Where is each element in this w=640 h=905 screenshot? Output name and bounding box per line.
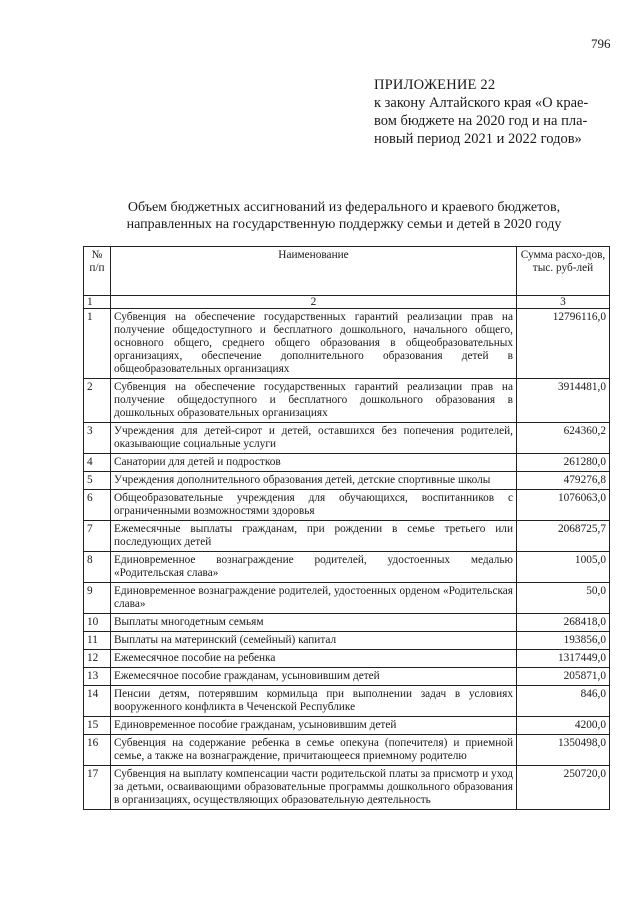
row-name: Пенсии детям, потерявшим кормильца при выполнении задач в условиях вооруженного конфликта в Чеченской Республике	[111, 686, 517, 717]
row-number: 13	[84, 668, 111, 686]
row-sum: 4200,0	[517, 717, 610, 735]
row-name: Общеобразовательные учреждения для обучающихся, воспитанников с ограниченными возможностями здоровья	[111, 490, 517, 521]
row-name: Выплаты на материнский (семейный) капитал	[111, 632, 517, 650]
row-sum: 1350498,0	[517, 735, 610, 766]
table-row	[84, 583, 610, 614]
table-row	[84, 668, 610, 686]
table-row	[84, 686, 610, 717]
page-number: 796	[591, 36, 611, 51]
row-sum: 193856,0	[517, 632, 610, 650]
appendix-line: вом бюджете на 2020 год и на пла-	[374, 113, 588, 129]
row-sum: 250720,0	[517, 766, 610, 810]
row-sum: 1076063,0	[517, 490, 610, 521]
row-sum: 261280,0	[517, 454, 610, 472]
document-title	[84, 199, 604, 233]
row-number: 3	[84, 423, 111, 454]
row-name: Учреждения для детей-сирот и детей, оставшихся без попечения родителей, оказывающие социальные услуги	[111, 423, 517, 454]
row-number: 7	[84, 521, 111, 552]
row-sum: 1005,0	[517, 552, 610, 583]
row-sum: 479276,8	[517, 472, 610, 490]
row-number: 11	[84, 632, 111, 650]
table-row	[84, 650, 610, 668]
table-row	[84, 552, 610, 583]
column-index: 1	[84, 296, 111, 309]
appendix-title: ПРИЛОЖЕНИЕ 22	[374, 77, 496, 93]
column-index-row	[84, 296, 610, 309]
header-sum: Сумма расхо-дов, тыс. руб-лей	[517, 247, 610, 296]
document-title-line: Объем бюджетных ассигнований из федерального и краевого бюджетов,	[127, 200, 561, 215]
column-index: 2	[111, 296, 517, 309]
header-name: Наименование	[111, 247, 517, 296]
row-number: 17	[84, 766, 111, 810]
table-row	[84, 379, 610, 423]
row-sum: 205871,0	[517, 668, 610, 686]
row-sum: 50,0	[517, 583, 610, 614]
row-name: Санатории для детей и подростков	[111, 454, 517, 472]
table-row	[84, 521, 610, 552]
row-number: 4	[84, 454, 111, 472]
row-name: Субвенция на обеспечение государственных гарантий реализации прав на получение общедоступного и бесплатного дошкольного образования в дошкольных образовательных организациях	[111, 379, 517, 423]
row-sum: 846,0	[517, 686, 610, 717]
row-name: Субвенция на содержание ребенка в семье опекуна (попечителя) и приемной семье, а также на вознаграждение, причитающееся приемному родителю	[111, 735, 517, 766]
row-name: Выплаты многодетным семьям	[111, 614, 517, 632]
table-row	[84, 717, 610, 735]
appendix-block	[374, 76, 614, 148]
row-number: 2	[84, 379, 111, 423]
row-sum: 624360,2	[517, 423, 610, 454]
table-row	[84, 490, 610, 521]
row-number: 9	[84, 583, 111, 614]
header-number: № п/п	[84, 247, 111, 296]
row-name: Единовременное вознаграждение родителей, удостоенных орденом «Родительская слава»	[111, 583, 517, 614]
row-number: 15	[84, 717, 111, 735]
row-name: Ежемесячные выплаты гражданам, при рождении в семье третьего или последующих детей	[111, 521, 517, 552]
row-number: 12	[84, 650, 111, 668]
row-number: 14	[84, 686, 111, 717]
table-row	[84, 454, 610, 472]
row-name: Субвенция на выплату компенсации части родительской платы за присмотр и уход за детьми, осваивающими образовательные программы дошкольного образования в организациях, осуществляющих образовательную деятельность	[111, 766, 517, 810]
table-row	[84, 632, 610, 650]
table-header-row	[84, 247, 610, 296]
row-sum: 3914481,0	[517, 379, 610, 423]
row-name: Ежемесячное пособие гражданам, усыновившим детей	[111, 668, 517, 686]
row-number: 1	[84, 309, 111, 379]
table-row	[84, 766, 610, 810]
table-row	[84, 735, 610, 766]
row-number: 10	[84, 614, 111, 632]
row-number: 6	[84, 490, 111, 521]
row-number: 5	[84, 472, 111, 490]
row-name: Субвенция на обеспечение государственных гарантий реализации прав на получение общедоступного и бесплатного дошкольного, начального общего, основного общего, среднего общего образования в общеобразовательных организациях, обеспечение дополнительного образования детей в общеобразовательных организациях	[111, 309, 517, 379]
row-sum: 1317449,0	[517, 650, 610, 668]
table-row	[84, 309, 610, 379]
row-number: 16	[84, 735, 111, 766]
row-sum: 268418,0	[517, 614, 610, 632]
row-sum: 12796116,0	[517, 309, 610, 379]
table-row	[84, 614, 610, 632]
appendix-line: новый период 2021 и 2022 годов»	[374, 131, 582, 147]
budget-table	[83, 246, 610, 810]
row-name: Единовременное вознаграждение родителей, удостоенных медалью «Родительская слава»	[111, 552, 517, 583]
table-row	[84, 472, 610, 490]
appendix-line: к закону Алтайского края «О крае-	[374, 95, 589, 111]
row-number: 8	[84, 552, 111, 583]
column-index: 3	[517, 296, 610, 309]
document-title-line: направленных на государственную поддержку семьи и детей в 2020 году	[126, 217, 562, 232]
row-name: Ежемесячное пособие на ребенка	[111, 650, 517, 668]
row-name: Учреждения дополнительного образования детей, детские спортивные школы	[111, 472, 517, 490]
table-row	[84, 423, 610, 454]
row-sum: 2068725,7	[517, 521, 610, 552]
row-name: Единовременное пособие гражданам, усыновившим детей	[111, 717, 517, 735]
